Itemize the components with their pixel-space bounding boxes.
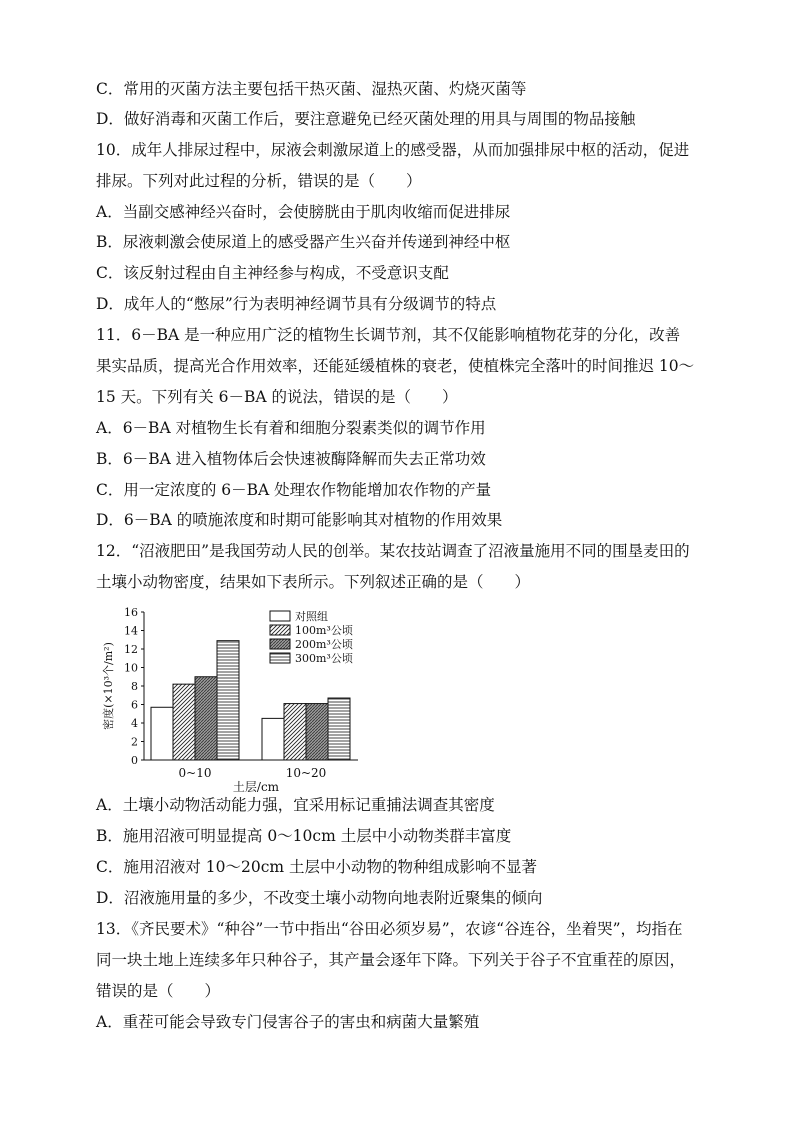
text-line: A．重茬可能会导致专门侵害谷子的害虫和病菌大量繁殖 xyxy=(96,1013,480,1031)
legend-label: 100m³公顷 xyxy=(295,624,353,637)
text-line: C．用一定浓度的 6－BA 处理农作物能增加农作物的产量 xyxy=(96,481,492,499)
bar xyxy=(284,704,306,760)
legend-swatch xyxy=(270,639,290,649)
text-line: 果实品质，提高光合作用效率，还能延缓植株的衰老，使植株完全落叶的时间推迟 10～ xyxy=(96,357,695,375)
y-axis-label: 密度(×10³个/m²) xyxy=(102,642,115,730)
x-category-label: 10~20 xyxy=(285,766,327,780)
text-line: 15 天。下列有关 6－BA 的说法，错误的是（ ） xyxy=(96,388,458,406)
y-tick-label: 2 xyxy=(131,735,138,749)
y-tick-label: 0 xyxy=(131,754,138,767)
y-tick-label: 16 xyxy=(124,606,138,619)
bar xyxy=(195,677,217,760)
legend-swatch xyxy=(270,625,290,635)
text-line: D．成年人的“憋尿”行为表明神经调节具有分级调节的特点 xyxy=(96,295,497,313)
text-line: 10．成年人排尿过程中，尿液会刺激尿道上的感受器，从而加强排尿中枢的活动，促进 xyxy=(96,141,690,159)
text-line: 排尿。下列对此过程的分析，错误的是（ ） xyxy=(96,172,422,190)
text-line: B．尿液刺激会使尿道上的感受器产生兴奋并传递到神经中枢 xyxy=(96,233,511,251)
text-line: B．6－BA 进入植物体后会快速被酶降解而失去正常功效 xyxy=(96,450,486,468)
bar xyxy=(262,718,284,760)
text-line: C．施用沼液对 10～20cm 土层中小动物的物种组成影响不显著 xyxy=(96,858,538,876)
y-tick-label: 4 xyxy=(131,717,138,730)
text-line: D．沼液施用量的多少，不改变土壤小动物向地表附近聚集的倾向 xyxy=(96,889,543,907)
text-line: A．当副交感神经兴奋时，会使膀胱由于肌肉收缩而促进排尿 xyxy=(96,203,511,221)
text-line: 12．“沼液肥田”是我国劳动人民的创举。某农技站调查了沼液量施用不同的围垦麦田的 xyxy=(96,542,690,560)
x-category-label: 0~10 xyxy=(178,766,212,780)
y-tick-label: 10 xyxy=(124,661,138,675)
y-tick-label: 6 xyxy=(131,698,138,712)
text-line: B．施用沼液可明显提高 0～10cm 土层中小动物类群丰富度 xyxy=(96,827,512,845)
text-line: 13．《齐民要术》“种谷”一节中指出“谷田必须岁易”，农谚“谷连谷，坐着哭”，均指在 xyxy=(96,920,683,938)
bar xyxy=(328,698,350,760)
text-line: D．做好消毒和灭菌工作后，要注意避免已经灭菌处理的用具与周围的物品接触 xyxy=(96,110,636,128)
y-tick-label: 14 xyxy=(124,624,138,638)
y-tick-label: 8 xyxy=(131,680,138,693)
text-line: 同一块土地上连续多年只种谷子，其产量会逐年下降。下列关于谷子不宜重茬的原因， xyxy=(96,951,686,969)
bar xyxy=(173,684,195,760)
text-line: 11．6－BA 是一种应用广泛的植物生长调节剂，其不仅能影响植物花芽的分化，改善 xyxy=(96,326,681,344)
legend-label: 300m³公顷 xyxy=(295,652,353,665)
text-line: 土壤小动物密度，结果如下表所示。下列叙述正确的是（ ） xyxy=(96,573,531,591)
text-line: D．6－BA 的喷施浓度和时期可能影响其对植物的作用效果 xyxy=(96,511,503,529)
bar xyxy=(217,641,239,760)
legend-swatch xyxy=(270,653,290,663)
text-line: C．常用的灭菌方法主要包括干热灭菌、湿热灭菌、灼烧灭菌等 xyxy=(96,80,527,98)
soil-animal-density-bar-chart xyxy=(96,602,386,792)
text-line: 错误的是（ ） xyxy=(96,982,221,1000)
bar xyxy=(306,704,328,760)
legend-label: 200m³公顷 xyxy=(295,638,353,651)
legend-swatch xyxy=(270,611,290,621)
bar xyxy=(151,707,173,760)
legend-label: 对照组 xyxy=(295,610,328,623)
text-line: C．该反射过程由自主神经参与构成，不受意识支配 xyxy=(96,264,449,282)
chart-svg xyxy=(96,602,386,792)
y-tick-label: 12 xyxy=(124,643,138,656)
text-line: A．土壤小动物活动能力强，宜采用标记重捕法调查其密度 xyxy=(96,796,495,814)
x-axis-label: 土层/cm xyxy=(232,780,280,792)
text-line: A．6－BA 对植物生长有着和细胞分裂素类似的调节作用 xyxy=(96,419,486,437)
